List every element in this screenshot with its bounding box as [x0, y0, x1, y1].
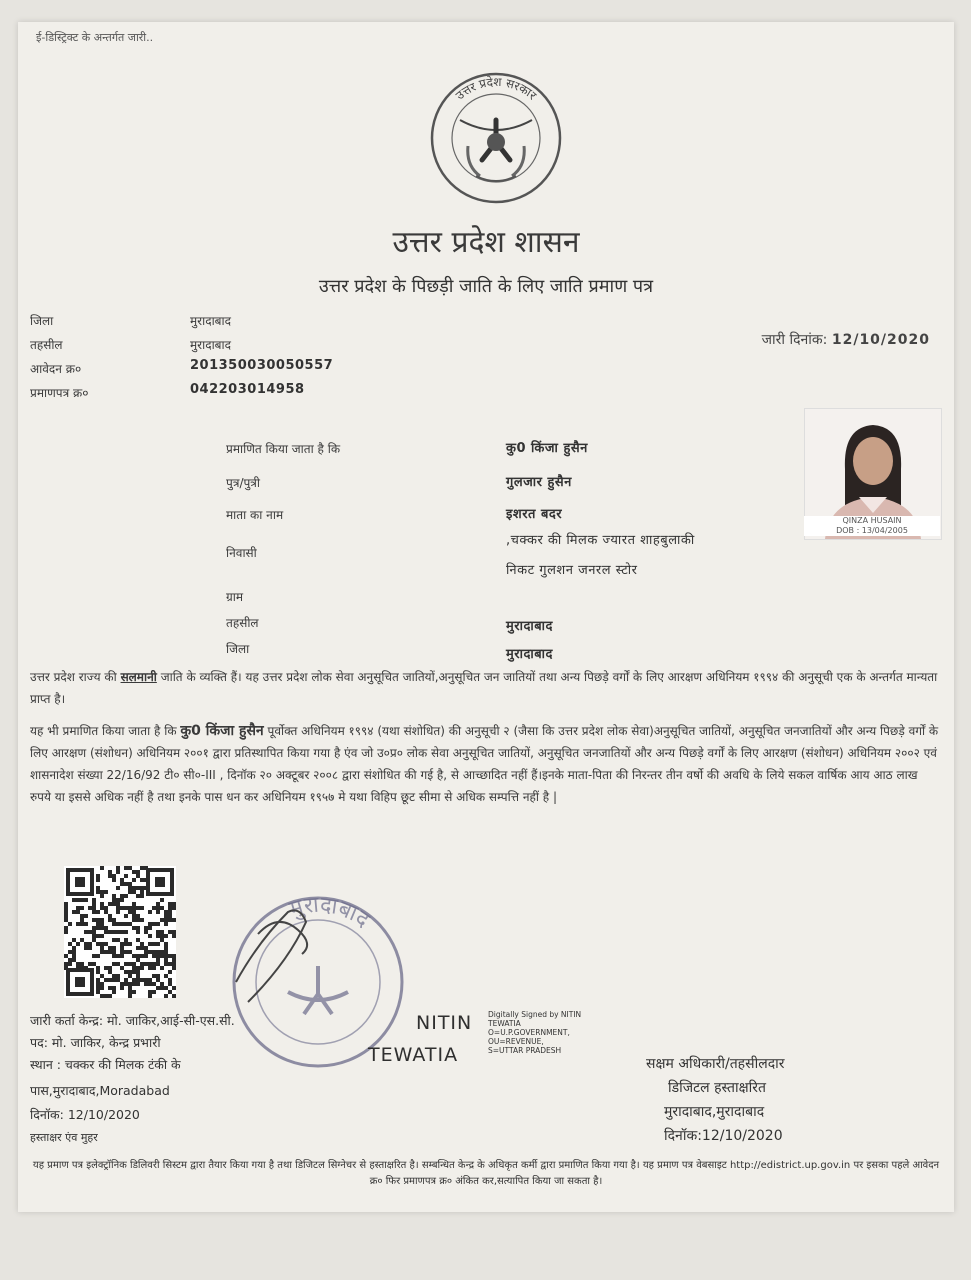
certification-paragraph-post: पूर्वोक्त अधिनियम १९९४ (यथा संशोधित) की अनुसूची २ (जैसा कि उत्तर प्रदेश लोक सेवा)अनुसूचित जातियों, अनुसूचित जनजातियों और अन्य पिछड़े वर्गों के लिए आरक्षण (संशोधन) अधिनियम २००१ द्वारा प्रतिस्थापित किया गया है एंव जो उ०प्र० लोक सेवा अनुसूचित जातियों, अनुसूचित जनजातियों और अन्य पिछड़े वर्गों के लिए आरक्षण (संशोधन) अधिनियम २००२ एवं शासनादेश संख्या 22/16/92 टी० सी०-III , दिनॉक २० अक्टूबर २००८ द्वारा संशोधित की गई है, से आच्छादित नहीं हैं।इनके माता-पिता की निरन्तर तीन वर्षो की अवधि के लिये सकल वार्षिक आय आठ लाख रुपये या इससे अधिक नहीं है तथा इनके पास धन कर अधिनियम १९५७ मे यथा विहिप छूट सीमा से अधिक सम्पत्ति नहीं है | [30, 724, 939, 804]
meta-district-value: मुरादाबाद [190, 314, 232, 328]
caste-paragraph [30, 666, 940, 710]
qr-code [64, 866, 176, 998]
signature-detail-line: OU=REVENUE, [488, 1037, 544, 1046]
detail-district-label: जिला [226, 642, 250, 656]
signer-last-name: TEWATIA [368, 1044, 459, 1066]
village-label: ग्राम [226, 590, 244, 604]
meta-application-label: आवेदन क्र० [30, 362, 82, 376]
issuer-sign-label: हस्ताक्षर एंव मुहर [30, 1131, 98, 1144]
meta-district-label: जिला [30, 314, 54, 328]
issue-date [762, 330, 930, 349]
authority-place: मुरादाबाद,मुरादाबाद [664, 1104, 765, 1120]
mother-label: माता का नाम [226, 508, 284, 522]
authority-signed: डिजिटल हस्ताक्षरित [668, 1080, 766, 1096]
meta-certificate-label: प्रमाणपत्र क्र० [30, 386, 89, 400]
caste-paragraph-post: जाति के व्यक्ति हैं। यह उत्तर प्रदेश लोक सेवा अनुसूचित जातियों,अनुसूचित जन जातियों तथा अन्य पिछड़े वर्गों के लिए आरक्षण अधिनियम १९९४ की अनुसूची एक के अन्तर्गत मान्यता प्राप्त है। [30, 670, 938, 706]
photo-dob: DOB : 13/04/2005 [836, 526, 908, 535]
application-number: 201350030050557 [190, 358, 334, 373]
caste-paragraph-pre: उत्तर प्रदेश राज्य की [30, 670, 121, 684]
certification-paragraph [30, 720, 940, 808]
digital-signature-details [488, 1010, 581, 1055]
certificate-subtitle: उत्तर प्रदेश के पिछड़ी जाति के लिए जाति प्रमाण पत्र [318, 276, 654, 297]
father-name: गुलजार हुसैन [506, 475, 572, 490]
header-note: ई-डिस्ट्रिक्ट के अन्तर्गत जारी.. [36, 31, 154, 44]
resident-label: निवासी [226, 546, 257, 560]
meta-tehsil-value: मुरादाबाद [190, 338, 232, 352]
detail-district-value: मुरादाबाद [506, 647, 553, 662]
applicant-name: कु0 किंजा हुसैन [506, 441, 588, 456]
certification-paragraph-pre: यह भी प्रमाणित किया जाता है कि [30, 724, 181, 738]
issuer-date: दिनॉक: 12/10/2020 [30, 1107, 140, 1122]
certificate-number: 042203014958 [190, 382, 305, 397]
photo-caption [804, 516, 940, 536]
issuer-center: जारी कर्ता केन्द्र: मो. जाकिर,आई-सी-एस.सी. [30, 1013, 235, 1028]
footer-note: यह प्रमाण पत्र इलेक्ट्रॉनिक डिलिवरी सिस्टम द्वारा तैयार किया गया है तथा डिजिटल सिग्नेचर से हस्ताक्षरित है। सम्बन्धित केन्द्र के अधिकृत कर्मी द्वारा प्रमाणित किया गया है। यह प्रमाण पत्र वेबसाइट http://edistrict.up.gov.in पर इसका पहले आवेदन क्र० फिर प्रमाणपत्र क्र० अंकित कर,सत्यापित किया जा सकता है। [32, 1160, 940, 1187]
certified-label: प्रमाणित किया जाता है कि [226, 442, 341, 456]
page-title: उत्तर प्रदेश शासन [392, 225, 580, 260]
authority-date: दिनॉक:12/10/2020 [664, 1128, 783, 1144]
signature-detail-line: TEWATIA [488, 1019, 521, 1028]
certificate-sheet [18, 22, 954, 1212]
issuer-place-2: पास,मुरादाबाद,Moradabad [30, 1083, 170, 1098]
meta-tehsil-label: तहसील [30, 338, 63, 352]
svg-text:उत्तर प्रदेश सरकार: उत्तर प्रदेश सरकार [452, 74, 540, 103]
photo-name: QINZA HUSAIN [842, 516, 902, 525]
issuer-post: पद: मो. जाकिर, केन्द्र प्रभारी [30, 1035, 161, 1050]
issue-date-label: जारी दिनांक: [761, 332, 828, 348]
child-of-label: पुत्र/पुत्री [226, 476, 261, 490]
signature-detail-line: S=UTTAR PRADESH [488, 1046, 562, 1055]
issuer-place-1: स्थान : चक्कर की मिलक टंकी के [30, 1057, 181, 1072]
detail-tehsil-value: मुरादाबाद [506, 619, 553, 634]
detail-tehsil-label: तहसील [226, 616, 259, 630]
caste-name: सलमानी [120, 670, 157, 684]
up-emblem-icon [416, 58, 576, 218]
signer-first-name: NITIN [416, 1012, 473, 1034]
svg-text:मुरादाबाद: मुरादाबाद [286, 892, 374, 933]
mother-name: इशरत बदर [506, 507, 563, 522]
signature-detail-line: Digitally Signed by NITIN [488, 1010, 582, 1019]
authority-title: सक्षम अधिकारी/तहसीलदार [646, 1056, 785, 1072]
resident-line-2: निकट गुलशन जनरल स्टोर [506, 563, 638, 578]
resident-line-1: ,चक्कर की मिलक ज्यारत शाहबुलाकी [506, 533, 695, 548]
issue-date-value: 12/10/2020 [831, 332, 930, 348]
certification-name: कु0 किंजा हुसैन [180, 723, 264, 739]
signature-detail-line: O=U.P.GOVERNMENT, [488, 1028, 570, 1037]
